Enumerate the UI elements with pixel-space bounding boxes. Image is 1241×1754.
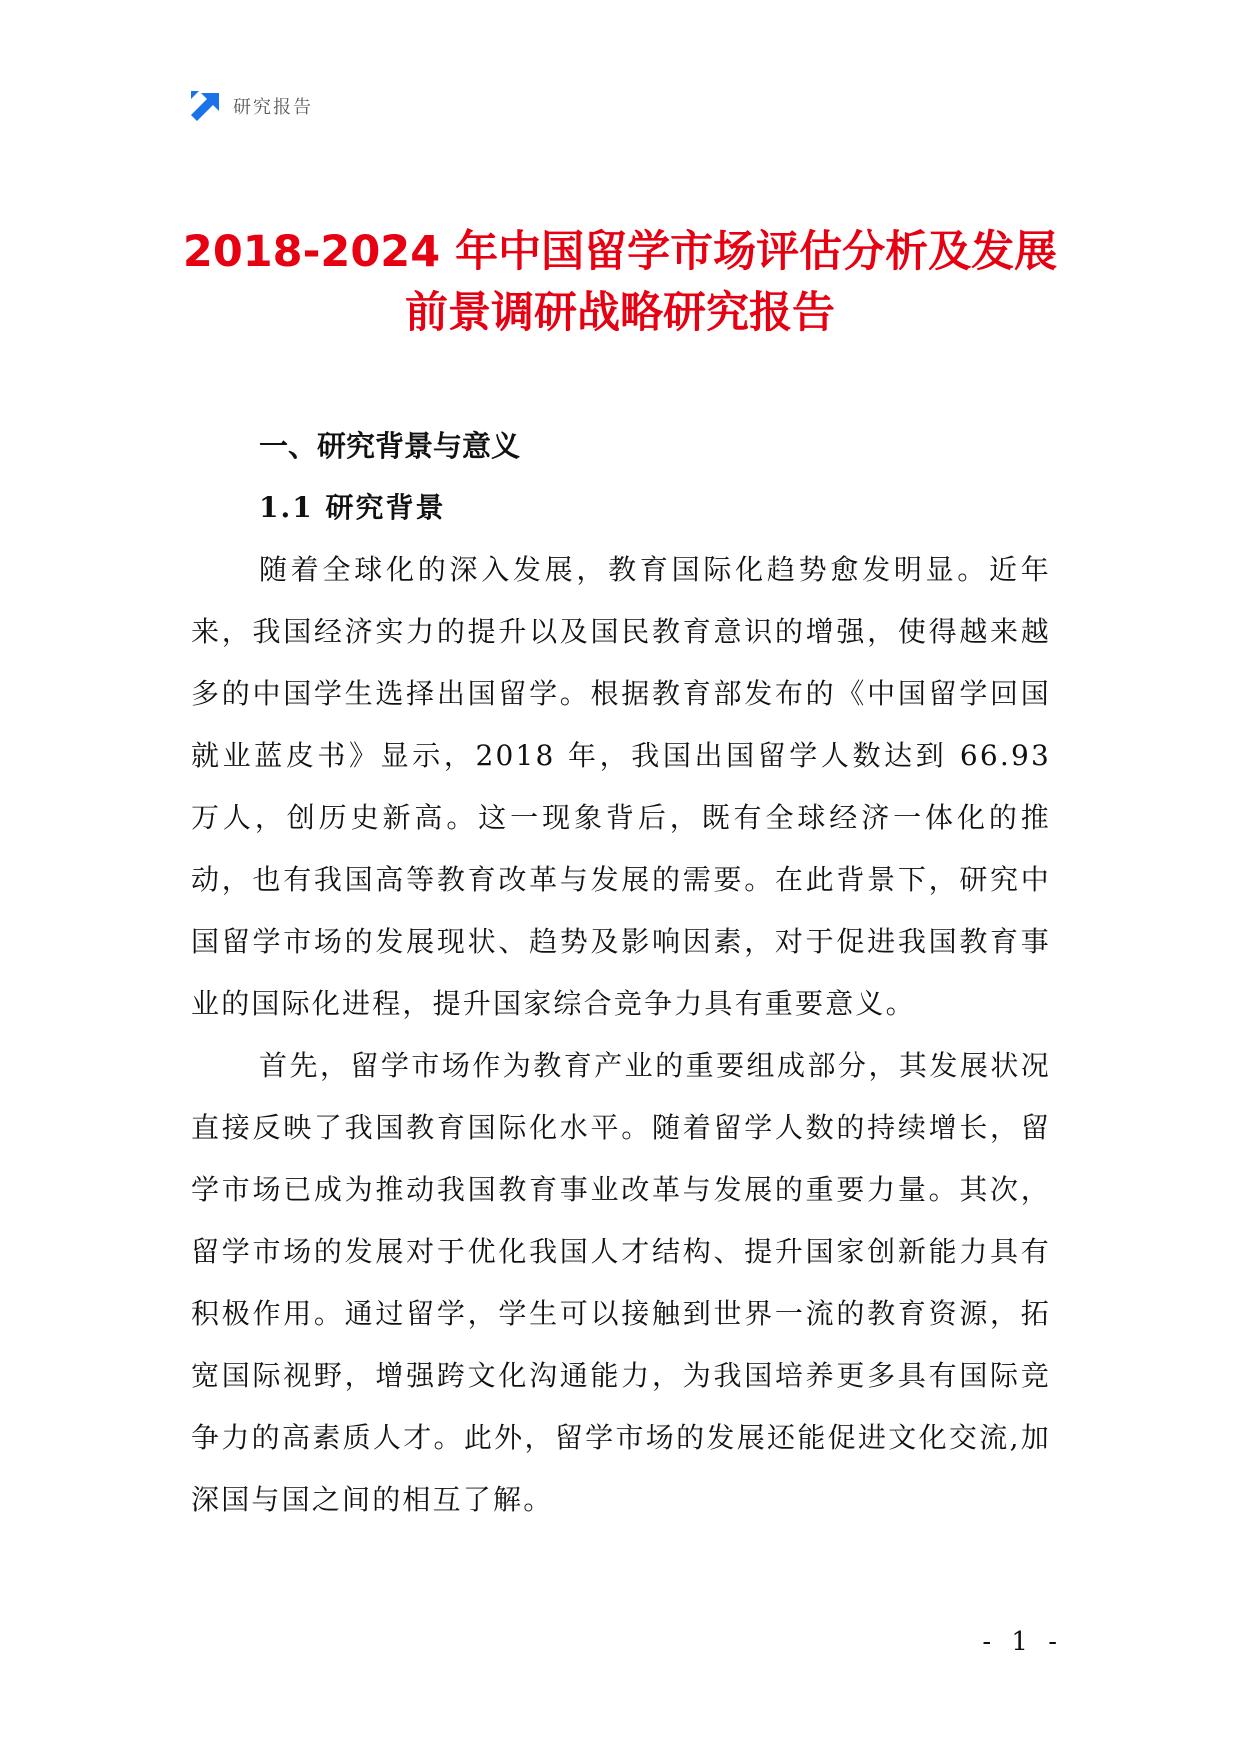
document-body (191, 415, 1051, 1531)
report-header (191, 90, 313, 122)
document-title-line-2: 前景调研战略研究报告 (405, 288, 835, 338)
arrow-up-right-icon (191, 91, 221, 121)
document-title-line-1: 2018-2024 年中国留学市场评估分析及发展 (182, 227, 1058, 277)
header-label: 研究报告 (233, 97, 313, 118)
subsection-heading: 1.1 研究背景 (259, 491, 446, 524)
body-paragraph-2: 首先，留学市场作为教育产业的重要组成部分，其发展状况直接反映了我国教育国际化水平。随着留学人数的持续增长，留学市场已成为推动我国教育事业改革与发展的重要力量。其次，留学市场的发展对于优化我国人才结构、提升国家创新能力具有积极作用。通过留学，学生可以接触到世界一流的教育资源，拓宽国际视野，增强跨文化沟通能力，为我国培养更多具有国际竞争力的高素质人才。此外，留学市场的发展还能促进文化交流,加深国与国之间的相互了解。 (191, 1049, 1051, 1516)
page-number: - 1 - (982, 1627, 1063, 1657)
section-heading: 一、研究背景与意义 (259, 429, 521, 463)
body-paragraph-1: 随着全球化的深入发展，教育国际化趋势愈发明显。近年来，我国经济实力的提升以及国民教育意识的增强，使得越来越多的中国学生选择出国留学。根据教育部发布的《中国留学回国就业蓝皮书》显示，2018 年，我国出国留学人数达到 66.93 万人，创历史新高。这一现象背后，既有全球经济一体化的推动，也有我国高等教育改革与发展的需要。在此背景下，研究中国留学市场的发展现状、趋势及影响因素，对于促进我国教育事业的国际化进程，提升国家综合竞争力具有重要意义。 (191, 553, 1051, 1020)
